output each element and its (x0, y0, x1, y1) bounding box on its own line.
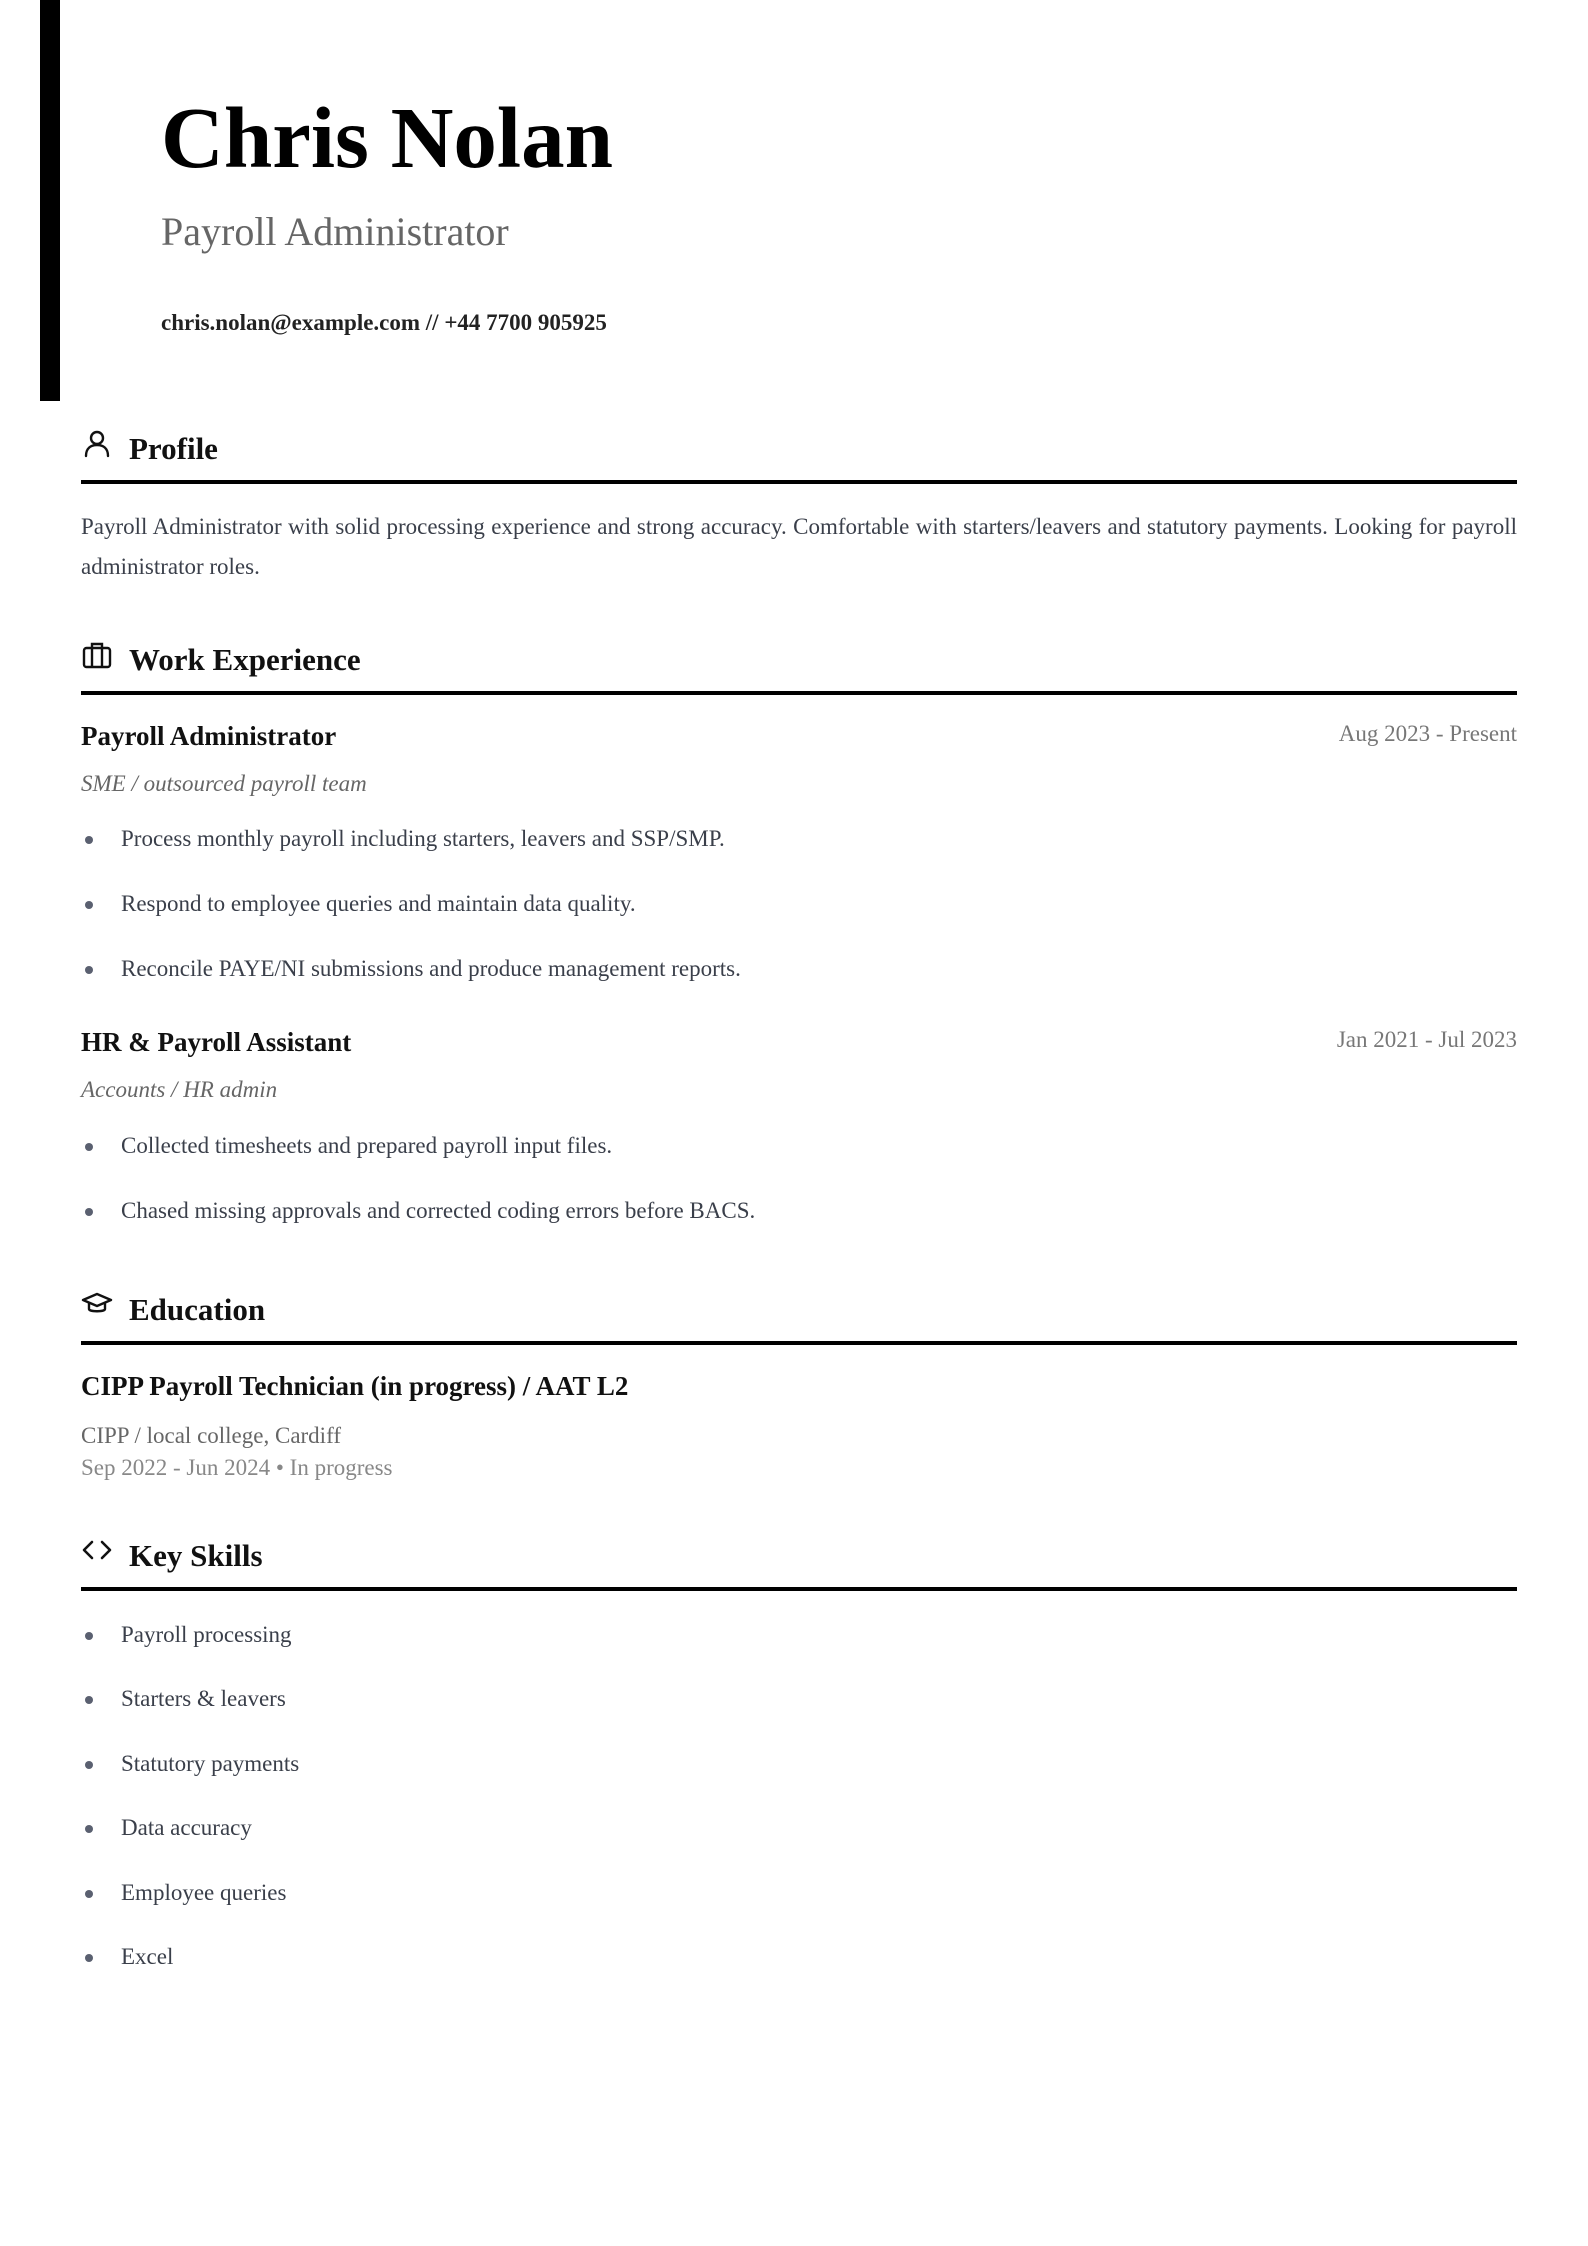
bullet-text: Collected timesheets and prepared payroll input files. (121, 1133, 613, 1158)
skills-heading: Key Skills (129, 1538, 263, 1573)
profile-section-header (81, 424, 1517, 484)
skill-item (81, 1812, 1381, 1842)
education-school: CIPP / local college, Cardiff (81, 1423, 341, 1448)
candidate-name: Chris Nolan (161, 89, 613, 186)
job-title: HR & Payroll Assistant (81, 1027, 352, 1057)
skill-item (81, 1748, 1381, 1778)
education-degree: CIPP Payroll Technician (in progress) / AAT L2 (81, 1371, 629, 1401)
list-item (81, 1195, 1381, 1225)
code-icon (81, 1535, 113, 1567)
bullet-dot (85, 836, 93, 844)
job-company: SME / outsourced payroll team (81, 771, 367, 796)
list-item (81, 953, 1381, 983)
person-icon (81, 428, 113, 460)
bullet-dot (85, 1761, 93, 1769)
job-dates: Jan 2021 - Jul 2023 (1336, 1027, 1517, 1052)
experience-section-header (81, 635, 1517, 695)
bullet-text: Reconcile PAYE/NI submissions and produce management reports. (121, 956, 741, 981)
job-company: Accounts / HR admin (81, 1077, 278, 1102)
bullet-dot (85, 1890, 93, 1898)
bullet-dot (85, 1632, 93, 1640)
candidate-title: Payroll Administrator (161, 209, 509, 254)
accent-bar (40, 0, 60, 401)
skill-item (81, 1877, 1381, 1907)
bullet-dot (85, 1208, 93, 1216)
job-title: Payroll Administrator (81, 721, 337, 751)
list-item (81, 888, 1381, 918)
bullet-text: Process monthly payroll including starters, leavers and SSP/SMP. (121, 826, 725, 851)
skill-text: Statutory payments (121, 1751, 300, 1776)
list-item (81, 823, 1381, 853)
bullet-dot (85, 1825, 93, 1833)
skill-text: Starters & leavers (121, 1686, 286, 1711)
bullet-dot (85, 1696, 93, 1704)
skill-text: Data accuracy (121, 1815, 252, 1840)
skill-text: Employee queries (121, 1880, 287, 1905)
experience-heading: Work Experience (129, 642, 361, 677)
briefcase-icon (81, 639, 113, 671)
skill-item (81, 1619, 1381, 1649)
profile-heading: Profile (129, 431, 218, 466)
bullet-text: Chased missing approvals and corrected coding errors before BACS. (121, 1198, 756, 1223)
bullet-dot (85, 966, 93, 974)
skill-text: Payroll processing (121, 1622, 292, 1647)
job-dates: Aug 2023 - Present (1338, 721, 1517, 746)
profile-summary: Payroll Administrator with solid processing experience and strong accuracy. Comfortable with starters/leavers and statutory payments. Looking for payroll administrator roles. (81, 514, 1517, 579)
skill-item (81, 1683, 1381, 1713)
bullet-dot (85, 1143, 93, 1151)
skill-text: Excel (121, 1944, 174, 1969)
bullet-text: Respond to employee queries and maintain data quality. (121, 891, 636, 916)
education-heading: Education (129, 1292, 266, 1327)
graduation-cap-icon (81, 1289, 113, 1321)
education-dates: Sep 2022 - Jun 2024 • In progress (81, 1455, 393, 1480)
bullet-dot (85, 1954, 93, 1962)
skill-item (81, 1941, 1381, 1971)
list-item (81, 1130, 1381, 1160)
contact-line: chris.nolan@example.com // +44 7700 905925 (161, 310, 607, 335)
skills-section-header (81, 1531, 1517, 1591)
bullet-dot (85, 901, 93, 909)
education-section-header (81, 1285, 1517, 1345)
